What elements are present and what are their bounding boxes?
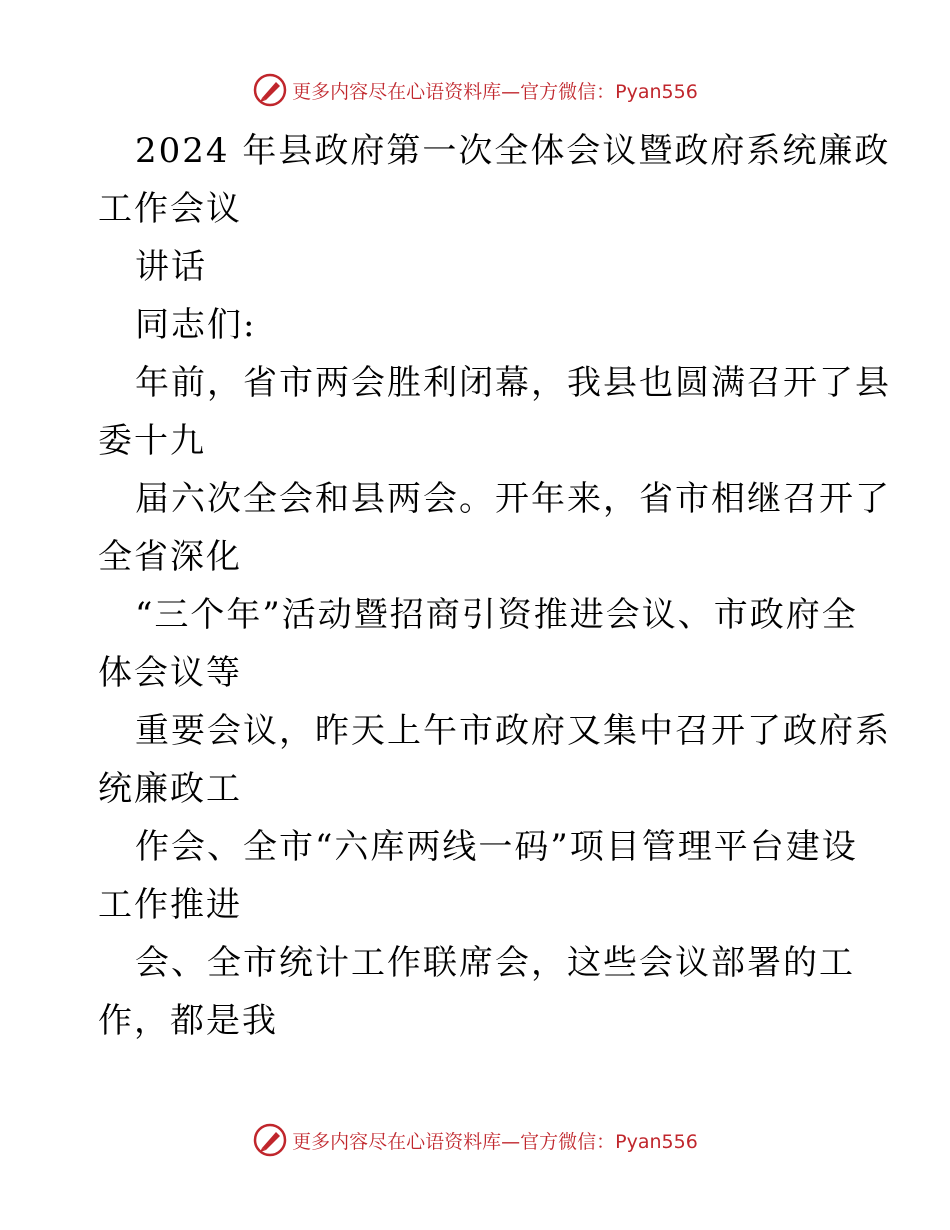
- pen-logo-icon: [252, 1122, 288, 1158]
- pen-logo-icon: [252, 72, 288, 108]
- text-line: 工作会议: [98, 189, 242, 229]
- text-line: 委十九: [98, 421, 206, 461]
- text-line: 作会、全市“六库两线一码”项目管理平台建设: [135, 827, 858, 867]
- text-line: 2024 年县政府第一次全体会议暨政府系统廉政: [135, 131, 891, 171]
- text-line: 会、全市统计工作联席会，这些会议部署的工: [135, 943, 855, 983]
- text-line: 年前，省市两会胜利闭幕，我县也圆满召开了县: [135, 363, 891, 403]
- text-line: 工作推进: [98, 885, 242, 925]
- text-line: 体会议等: [98, 653, 242, 693]
- text-line: “三个年”活动暨招商引资推进会议、市政府全: [135, 595, 858, 635]
- text-line: 同志们:: [135, 305, 257, 345]
- text-line: 作，都是我: [98, 1001, 278, 1041]
- footer-banner: [0, 1120, 950, 1160]
- header-banner: [0, 70, 950, 110]
- banner-text: 更多内容尽在心语资料库—官方微信：Pyan556: [292, 80, 698, 103]
- text-line: 讲话: [135, 247, 207, 287]
- text-line: 全省深化: [98, 537, 242, 577]
- document-body: [98, 122, 891, 1050]
- text-line: 重要会议，昨天上午市政府又集中召开了政府系: [135, 711, 891, 751]
- text-line: 统廉政工: [98, 769, 242, 809]
- text-line: 届六次全会和县两会。开年来，省市相继召开了: [135, 479, 891, 519]
- banner-text: 更多内容尽在心语资料库—官方微信：Pyan556: [292, 1130, 698, 1153]
